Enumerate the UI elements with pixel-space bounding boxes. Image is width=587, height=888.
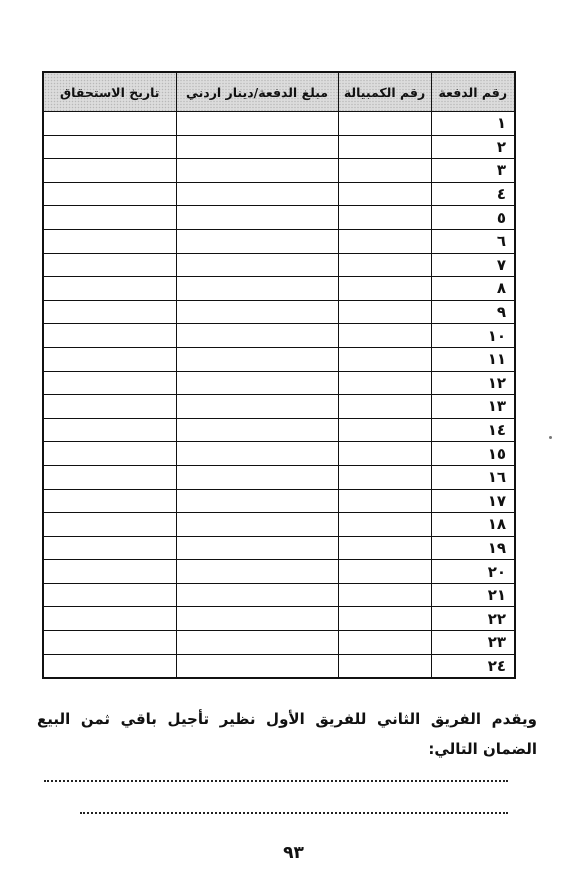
- cell-payment-amount[interactable]: [176, 631, 338, 655]
- table-row: [43, 112, 515, 136]
- cell-due-date[interactable]: [43, 112, 176, 136]
- cell-payment-number: ٩: [431, 300, 515, 324]
- cell-bill-number[interactable]: [338, 324, 431, 348]
- cell-payment-amount[interactable]: [176, 371, 338, 395]
- table-row: [43, 560, 515, 584]
- cell-bill-number[interactable]: [338, 253, 431, 277]
- table-row: [43, 395, 515, 419]
- cell-bill-number[interactable]: [338, 395, 431, 419]
- cell-bill-number[interactable]: [338, 277, 431, 301]
- cell-payment-amount[interactable]: [176, 253, 338, 277]
- cell-payment-number: ٧: [431, 253, 515, 277]
- table-row: [43, 583, 515, 607]
- cell-bill-number[interactable]: [338, 654, 431, 678]
- header-due-date: تاريخ الاستحقاق: [43, 72, 176, 112]
- cell-due-date[interactable]: [43, 395, 176, 419]
- cell-due-date[interactable]: [43, 182, 176, 206]
- cell-payment-number: ٤: [431, 182, 515, 206]
- cell-due-date[interactable]: [43, 253, 176, 277]
- table-row: [43, 442, 515, 466]
- cell-payment-number: ٢٣: [431, 631, 515, 655]
- cell-payment-number: ٢٢: [431, 607, 515, 631]
- cell-due-date[interactable]: [43, 324, 176, 348]
- cell-bill-number[interactable]: [338, 442, 431, 466]
- cell-payment-amount[interactable]: [176, 583, 338, 607]
- cell-payment-amount[interactable]: [176, 442, 338, 466]
- table-row: [43, 206, 515, 230]
- page-number: ٩٣: [283, 843, 304, 863]
- cell-payment-number: ١٢: [431, 371, 515, 395]
- table-row: [43, 631, 515, 655]
- table-row: [43, 300, 515, 324]
- table-row: [43, 607, 515, 631]
- guarantee-paragraph: ويقدم الفريق الثاني للفريق الأول نظير تأجيل باقي ثمن البيع الضمان التالي:: [37, 710, 537, 758]
- table-row: [43, 182, 515, 206]
- cell-payment-amount[interactable]: [176, 418, 338, 442]
- cell-bill-number[interactable]: [338, 513, 431, 537]
- cell-bill-number[interactable]: [338, 347, 431, 371]
- cell-due-date[interactable]: [43, 277, 176, 301]
- cell-payment-amount[interactable]: [176, 513, 338, 537]
- table-row: [43, 229, 515, 253]
- dotted-fill-line: [44, 780, 508, 784]
- cell-due-date[interactable]: [43, 607, 176, 631]
- cell-bill-number[interactable]: [338, 371, 431, 395]
- table-row: [43, 159, 515, 183]
- cell-due-date[interactable]: [43, 159, 176, 183]
- cell-bill-number[interactable]: [338, 583, 431, 607]
- cell-due-date[interactable]: [43, 229, 176, 253]
- cell-payment-number: ١٦: [431, 465, 515, 489]
- table-row: [43, 489, 515, 513]
- cell-payment-number: ١٠: [431, 324, 515, 348]
- cell-payment-number: ١٧: [431, 489, 515, 513]
- header-bill-number: رقم الكمبيالة: [338, 72, 431, 112]
- table-row: [43, 347, 515, 371]
- cell-bill-number[interactable]: [338, 135, 431, 159]
- cell-payment-amount[interactable]: [176, 654, 338, 678]
- cell-due-date[interactable]: [43, 489, 176, 513]
- cell-payment-number: ٦: [431, 229, 515, 253]
- cell-payment-number: ١٤: [431, 418, 515, 442]
- scan-speck: [549, 436, 552, 439]
- cell-due-date[interactable]: [43, 347, 176, 371]
- cell-payment-amount[interactable]: [176, 206, 338, 230]
- cell-payment-number: ١٩: [431, 536, 515, 560]
- cell-payment-amount[interactable]: [176, 182, 338, 206]
- cell-payment-amount[interactable]: [176, 159, 338, 183]
- table-row: [43, 513, 515, 537]
- cell-bill-number[interactable]: [338, 300, 431, 324]
- cell-payment-amount[interactable]: [176, 324, 338, 348]
- cell-due-date[interactable]: [43, 135, 176, 159]
- cell-bill-number[interactable]: [338, 631, 431, 655]
- table-row: [43, 324, 515, 348]
- cell-due-date[interactable]: [43, 371, 176, 395]
- cell-payment-amount[interactable]: [176, 135, 338, 159]
- cell-payment-number: ٢٤: [431, 654, 515, 678]
- cell-payment-number: ٢: [431, 135, 515, 159]
- cell-bill-number[interactable]: [338, 206, 431, 230]
- cell-payment-number: ١١: [431, 347, 515, 371]
- cell-payment-number: ٥: [431, 206, 515, 230]
- cell-bill-number[interactable]: [338, 229, 431, 253]
- cell-payment-number: ١٥: [431, 442, 515, 466]
- table-header-row: [43, 72, 515, 112]
- cell-payment-amount[interactable]: [176, 607, 338, 631]
- cell-payment-amount[interactable]: [176, 395, 338, 419]
- cell-payment-amount[interactable]: [176, 536, 338, 560]
- cell-bill-number[interactable]: [338, 489, 431, 513]
- table-row: [43, 418, 515, 442]
- dotted-fill-line: [80, 812, 508, 816]
- cell-due-date[interactable]: [43, 536, 176, 560]
- cell-payment-number: ١٨: [431, 513, 515, 537]
- table-row: [43, 465, 515, 489]
- cell-due-date[interactable]: [43, 513, 176, 537]
- cell-bill-number[interactable]: [338, 182, 431, 206]
- cell-due-date[interactable]: [43, 465, 176, 489]
- cell-due-date[interactable]: [43, 442, 176, 466]
- cell-payment-amount[interactable]: [176, 489, 338, 513]
- header-payment-amount: مبلغ الدفعة/دينار اردني: [176, 72, 338, 112]
- cell-due-date[interactable]: [43, 583, 176, 607]
- cell-due-date[interactable]: [43, 631, 176, 655]
- table-row: [43, 135, 515, 159]
- cell-payment-amount[interactable]: [176, 229, 338, 253]
- cell-bill-number[interactable]: [338, 560, 431, 584]
- cell-due-date[interactable]: [43, 300, 176, 324]
- cell-payment-amount[interactable]: [176, 300, 338, 324]
- cell-payment-number: ٣: [431, 159, 515, 183]
- cell-bill-number[interactable]: [338, 112, 431, 136]
- cell-due-date[interactable]: [43, 206, 176, 230]
- cell-payment-amount[interactable]: [176, 277, 338, 301]
- cell-payment-amount[interactable]: [176, 112, 338, 136]
- table-row: [43, 536, 515, 560]
- table-row: [43, 371, 515, 395]
- table-row: [43, 277, 515, 301]
- cell-payment-number: ٢١: [431, 583, 515, 607]
- cell-payment-number: ٢٠: [431, 560, 515, 584]
- cell-payment-number: ٨: [431, 277, 515, 301]
- cell-due-date[interactable]: [43, 418, 176, 442]
- cell-bill-number[interactable]: [338, 465, 431, 489]
- cell-payment-number: ١: [431, 112, 515, 136]
- cell-payment-amount[interactable]: [176, 347, 338, 371]
- table-row: [43, 654, 515, 678]
- header-payment-number: رقم الدفعة: [431, 72, 515, 112]
- cell-bill-number[interactable]: [338, 418, 431, 442]
- cell-due-date[interactable]: [43, 560, 176, 584]
- cell-payment-amount[interactable]: [176, 560, 338, 584]
- cell-payment-amount[interactable]: [176, 465, 338, 489]
- cell-bill-number[interactable]: [338, 607, 431, 631]
- cell-payment-number: ١٣: [431, 395, 515, 419]
- table-row: [43, 253, 515, 277]
- cell-bill-number[interactable]: [338, 536, 431, 560]
- payment-schedule-table: [42, 71, 516, 679]
- cell-bill-number[interactable]: [338, 159, 431, 183]
- cell-due-date[interactable]: [43, 654, 176, 678]
